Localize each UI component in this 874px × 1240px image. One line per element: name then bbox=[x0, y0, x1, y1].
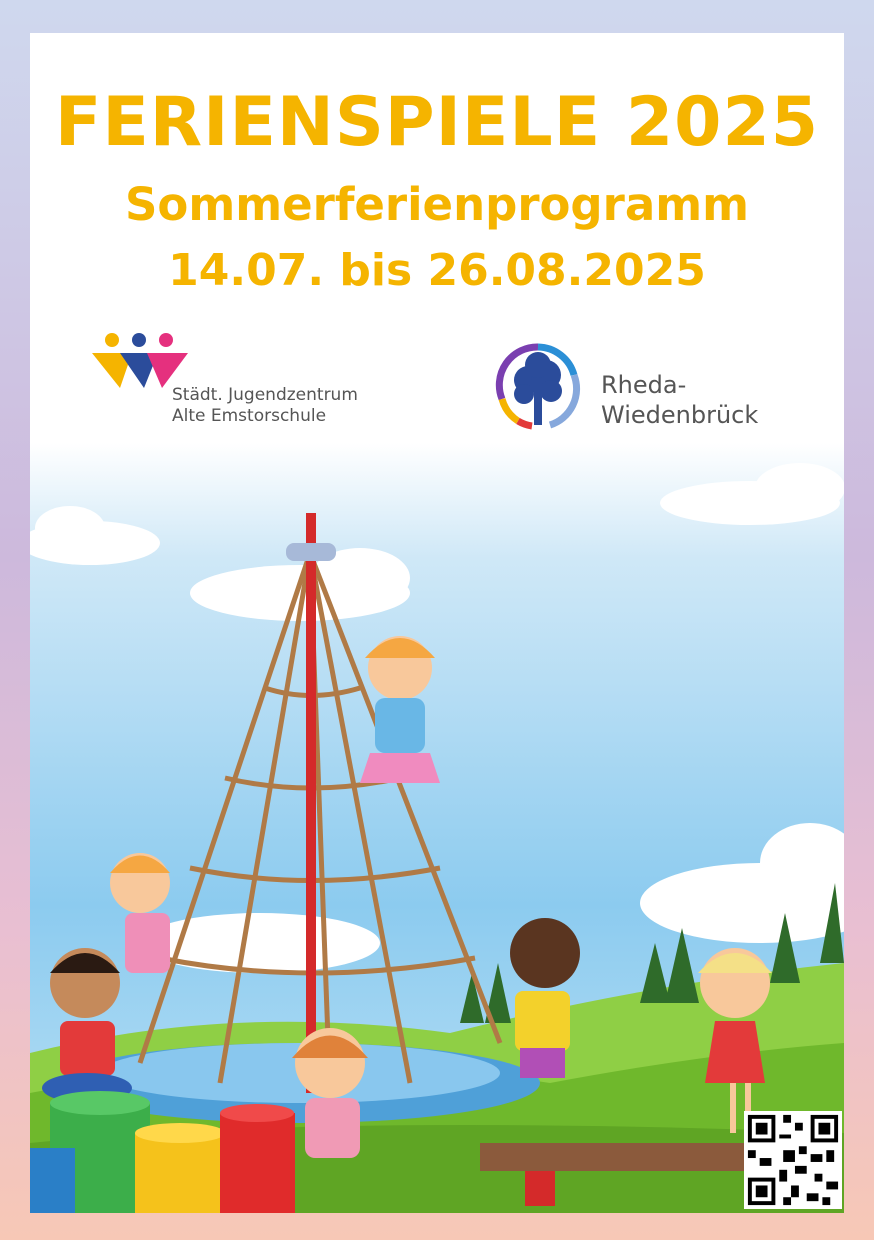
poster bbox=[30, 33, 844, 1213]
jugendzentrum-logo bbox=[92, 333, 412, 433]
balance-beam bbox=[480, 1143, 780, 1171]
qr-code-icon bbox=[744, 1111, 842, 1209]
central-pole bbox=[306, 513, 316, 1093]
city-line1: Rheda- bbox=[601, 371, 687, 399]
people-logo-icon bbox=[92, 333, 192, 393]
tree-logo-icon bbox=[488, 335, 588, 435]
city-logo bbox=[488, 335, 808, 435]
jugendzentrum-line1: Städt. Jugendzentrum bbox=[172, 385, 358, 405]
poster-subtitle: Sommerferienprogramm bbox=[125, 178, 749, 231]
jugendzentrum-line2: Alte Emstorschule bbox=[172, 406, 327, 426]
playground-illustration bbox=[30, 443, 844, 1213]
city-line2: Wiedenbrück bbox=[601, 401, 759, 429]
poster-title: FERIENSPIELE 2025 bbox=[54, 83, 820, 162]
poster-dates: 14.07. bis 26.08.2025 bbox=[168, 245, 706, 296]
